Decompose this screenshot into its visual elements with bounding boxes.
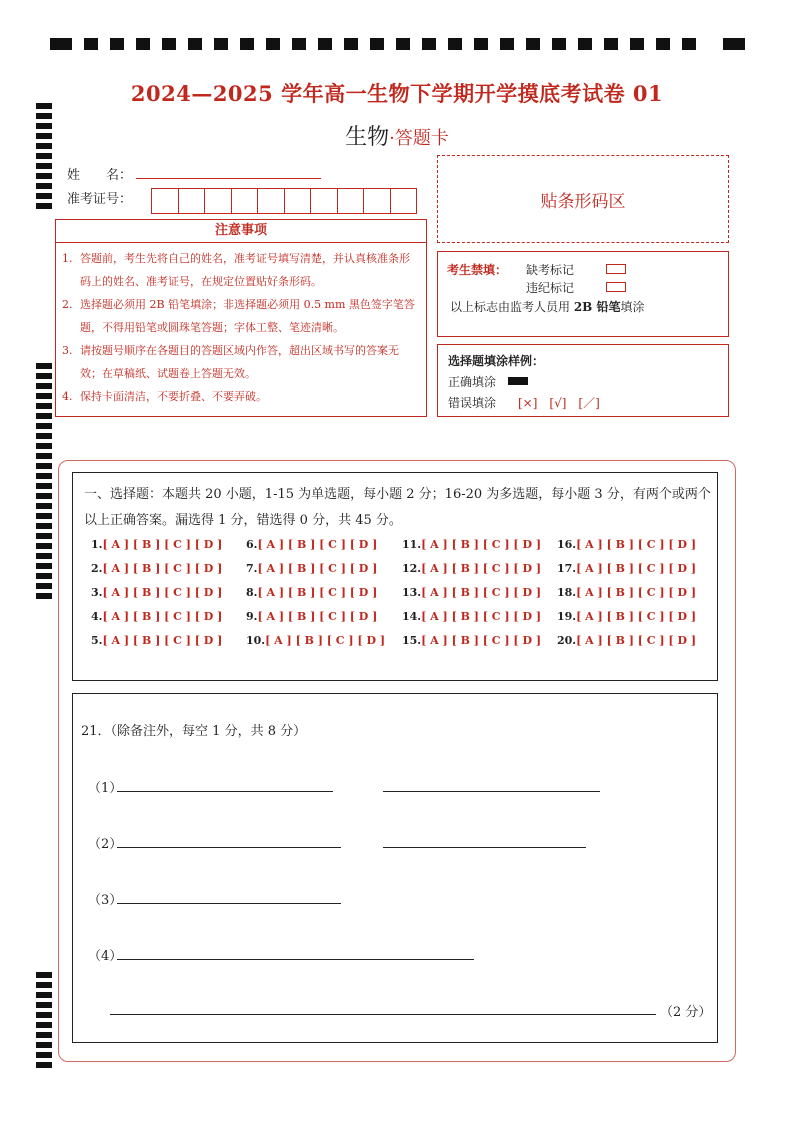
choice-options[interactable]: [ A ] [ B ] [ C ] [ D ] — [576, 538, 697, 551]
examiner-only-title: 考生禁填： — [447, 263, 508, 277]
notice-item-text: 选择题必须用 2B 铅笔填涂；非选择题必须用 0.5 mm 黑色签字笔答题，不得用铅笔或圆珠笔答题；字体工整、笔迹清晰。 — [80, 298, 415, 334]
choice-options[interactable]: [ A ] [ B ] [ C ] [ D ] — [257, 562, 378, 575]
q21-part-4-blank[interactable] — [117, 959, 474, 960]
id-digit-box[interactable] — [285, 189, 312, 213]
timing-dash — [110, 38, 124, 50]
subject-label: 生物 — [345, 125, 390, 150]
question-21-box — [72, 693, 718, 1043]
choice-options[interactable]: [ A ] [ B ] [ C ] [ D ] — [102, 586, 223, 599]
timing-mark — [36, 453, 52, 459]
absent-mark-box — [606, 264, 626, 274]
timing-mark — [36, 573, 52, 579]
question-number: 17. — [557, 562, 577, 575]
timing-dash — [682, 38, 696, 50]
sheet-subtitle — [0, 120, 794, 151]
timing-mark — [36, 363, 52, 369]
timing-mark — [36, 563, 52, 569]
wrong-fill-marks: [×] [√] [／] — [518, 396, 600, 410]
timing-dash — [84, 38, 98, 50]
question-number: 14. — [402, 610, 422, 623]
id-digit-box[interactable] — [152, 189, 179, 213]
id-digit-box[interactable] — [205, 189, 232, 213]
question-number: 3. — [91, 586, 103, 599]
timing-dash — [266, 38, 280, 50]
timing-mark — [36, 593, 52, 599]
name-label: 姓 名： — [67, 168, 133, 183]
timing-mark — [36, 183, 52, 189]
left-timing-marks-middle — [36, 363, 52, 603]
choice-options[interactable]: [ A ] [ B ] [ C ] [ D ] — [102, 610, 223, 623]
timing-dash — [370, 38, 384, 50]
timing-dash — [318, 38, 332, 50]
choice-options[interactable]: [ A ] [ B ] [ C ] [ D ] — [257, 610, 378, 623]
timing-mark — [36, 553, 52, 559]
question-number: 15. — [402, 634, 422, 647]
timing-mark — [36, 163, 52, 169]
timing-mark — [36, 1062, 52, 1068]
q21-part-4-label: （4） — [88, 949, 123, 964]
id-digit-box[interactable] — [311, 189, 338, 213]
question-number: 13. — [402, 586, 422, 599]
notice-item-text: 答题前，考生先将自己的姓名，准考证号填写清楚，并认真核准条形码上的姓名、准考证号，在规定位置贴好条形码。 — [80, 252, 410, 288]
timing-mark — [36, 1052, 52, 1058]
choice-question-18[interactable] — [557, 586, 696, 599]
notice-item — [62, 247, 420, 293]
choice-question-2[interactable] — [91, 562, 222, 575]
violation-mark-label: 违纪标记 — [526, 281, 575, 295]
name-field[interactable] — [136, 178, 321, 179]
notice-item — [62, 293, 420, 339]
notice-item-number: 2. — [62, 298, 73, 311]
examiner-note — [450, 298, 645, 315]
choice-options[interactable]: [ A ] [ B ] [ C ] [ D ] — [576, 586, 697, 599]
choice-question-3[interactable] — [91, 586, 222, 599]
choice-question-20[interactable] — [557, 634, 696, 647]
choice-question-1[interactable] — [91, 538, 222, 551]
examiner-only-panel — [437, 251, 729, 337]
question-number: 11. — [402, 538, 422, 551]
notice-item-number: 4. — [62, 390, 73, 403]
section1-instruction: 一、选择题：本题共 20 小题，1-15 为单选题，每小题 2 分；16-20 为多选题，每小题 3 分，有两个或两个以上正确答案。漏选得 1 分，错选得 0 分，共 45 分。 — [84, 487, 711, 528]
timing-mark — [36, 173, 52, 179]
violation-mark-box — [606, 282, 626, 292]
id-digit-box[interactable] — [179, 189, 206, 213]
timing-dash — [50, 38, 72, 50]
timing-mark — [36, 113, 52, 119]
exam-id-boxes[interactable] — [151, 188, 417, 214]
absent-mark-label: 缺考标记 — [526, 263, 575, 277]
question-number: 20. — [557, 634, 577, 647]
q21-part-2-blank-b[interactable] — [383, 847, 586, 848]
timing-mark — [36, 153, 52, 159]
choice-question-11[interactable] — [402, 538, 541, 551]
notice-title: 注意事项 — [56, 220, 426, 243]
id-digit-box[interactable] — [258, 189, 285, 213]
barcode-area — [437, 155, 729, 243]
exam-id-label: 准考证号： — [67, 192, 133, 207]
timing-mark — [36, 463, 52, 469]
timing-dash — [474, 38, 488, 50]
choice-options[interactable]: [ A ] [ B ] [ C ] [ D ] — [102, 538, 223, 551]
fill-sample-panel — [437, 344, 729, 417]
question-number: 16. — [557, 538, 577, 551]
choice-question-19[interactable] — [557, 610, 696, 623]
choice-options[interactable]: [ A ] [ B ] [ C ] [ D ] — [265, 634, 386, 647]
choice-options[interactable]: [ A ] [ B ] [ C ] [ D ] — [257, 538, 378, 551]
timing-mark — [36, 982, 52, 988]
question-number: 8. — [246, 586, 258, 599]
notice-item-number: 1. — [62, 252, 73, 265]
exam-title: 2024—2025 学年高一生物下学期开学摸底考试卷 01 — [130, 81, 664, 106]
choice-question-12[interactable] — [402, 562, 541, 575]
top-timing-strip — [50, 38, 745, 52]
timing-mark — [36, 1022, 52, 1028]
timing-mark — [36, 503, 52, 509]
question-number: 10. — [246, 634, 266, 647]
choice-question-15[interactable] — [402, 634, 541, 647]
choice-options[interactable]: [ A ] [ B ] [ C ] [ D ] — [576, 610, 697, 623]
timing-mark — [36, 393, 52, 399]
choice-options[interactable]: [ A ] [ B ] [ C ] [ D ] — [421, 634, 542, 647]
question-number: 19. — [557, 610, 577, 623]
timing-mark — [36, 1002, 52, 1008]
timing-mark — [36, 193, 52, 199]
examiner-note-bold: 2B 铅笔 — [573, 300, 621, 314]
choice-options[interactable]: [ A ] [ B ] [ C ] [ D ] — [576, 634, 697, 647]
question-number: 6. — [246, 538, 258, 551]
correct-fill-label: 正确填涂 — [448, 375, 497, 389]
choice-question-9[interactable] — [246, 610, 377, 623]
q21-part-1-label: （1） — [88, 781, 123, 796]
choice-question-4[interactable] — [91, 610, 222, 623]
question-number: 7. — [246, 562, 258, 575]
fill-sample-title: 选择题填涂样例： — [448, 354, 545, 368]
question-number: 2. — [91, 562, 103, 575]
timing-dash — [136, 38, 150, 50]
timing-mark — [36, 513, 52, 519]
timing-mark — [36, 1032, 52, 1038]
q21-part-3-blank[interactable] — [117, 903, 341, 904]
timing-mark — [36, 473, 52, 479]
question-number: 12. — [402, 562, 422, 575]
question-number: 9. — [246, 610, 258, 623]
timing-mark — [36, 413, 52, 419]
id-digit-box[interactable] — [391, 189, 417, 213]
q21-part-3-label: （3） — [88, 893, 123, 908]
question-number: 18. — [557, 586, 577, 599]
timing-mark — [36, 403, 52, 409]
timing-mark — [36, 1012, 52, 1018]
timing-dash — [422, 38, 436, 50]
timing-mark — [36, 543, 52, 549]
correct-fill-mark — [508, 377, 528, 385]
examiner-note-suffix: 填涂 — [620, 300, 645, 314]
choice-options[interactable]: [ A ] [ B ] [ C ] [ D ] — [102, 562, 223, 575]
left-timing-marks-bottom — [36, 972, 52, 1072]
timing-dash — [448, 38, 462, 50]
choice-options[interactable]: [ A ] [ B ] [ C ] [ D ] — [102, 634, 223, 647]
timing-dash — [578, 38, 592, 50]
timing-mark — [36, 1042, 52, 1048]
wrong-fill-label: 错误填涂 — [448, 396, 497, 410]
question-number: 1. — [91, 538, 103, 551]
timing-mark — [36, 383, 52, 389]
timing-dash — [162, 38, 176, 50]
notice-item — [62, 339, 420, 385]
choice-question-13[interactable] — [402, 586, 541, 599]
id-digit-box[interactable] — [338, 189, 365, 213]
question-number: 5. — [91, 634, 103, 647]
timing-dash — [240, 38, 254, 50]
q21-part-2-label: （2） — [88, 837, 123, 852]
timing-mark — [36, 583, 52, 589]
notice-panel — [55, 219, 427, 417]
timing-dash — [396, 38, 410, 50]
choice-question-8[interactable] — [246, 586, 377, 599]
timing-mark — [36, 203, 52, 209]
timing-mark — [36, 493, 52, 499]
timing-mark — [36, 433, 52, 439]
choice-options[interactable]: [ A ] [ B ] [ C ] [ D ] — [421, 538, 542, 551]
examiner-note-text: 以上标志由监考人员用 — [450, 300, 574, 314]
notice-item-text: 保持卡面清洁，不要折叠、不要弄破。 — [80, 390, 267, 403]
notice-item-text: 请按题号顺序在各题目的答题区域内作答，超出区域书写的答案无效；在草稿纸、试题卷上答题无效。 — [80, 344, 399, 380]
notice-list — [56, 243, 426, 408]
timing-dash — [656, 38, 670, 50]
timing-dash — [188, 38, 202, 50]
q21-part-1-blank-a[interactable] — [117, 791, 333, 792]
choice-question-14[interactable] — [402, 610, 541, 623]
q21-score-note: （2 分） — [660, 1005, 712, 1020]
timing-mark — [36, 373, 52, 379]
timing-dash — [552, 38, 566, 50]
choice-question-6[interactable] — [246, 538, 377, 551]
question-number: 4. — [91, 610, 103, 623]
q21-part-2-blank-a[interactable] — [117, 847, 341, 848]
id-digit-box[interactable] — [364, 189, 391, 213]
q21-part-1-blank-b[interactable] — [383, 791, 600, 792]
q21-part-4-long-blank[interactable] — [110, 1014, 656, 1015]
timing-mark — [36, 533, 52, 539]
timing-dash — [723, 38, 745, 50]
choice-question-7[interactable] — [246, 562, 377, 575]
choice-options[interactable]: [ A ] [ B ] [ C ] [ D ] — [576, 562, 697, 575]
choice-options[interactable]: [ A ] [ B ] [ C ] [ D ] — [421, 562, 542, 575]
timing-mark — [36, 992, 52, 998]
timing-mark — [36, 423, 52, 429]
timing-dash — [292, 38, 306, 50]
timing-dash — [526, 38, 540, 50]
timing-mark — [36, 443, 52, 449]
timing-mark — [36, 483, 52, 489]
timing-mark — [36, 972, 52, 978]
timing-dash — [604, 38, 618, 50]
choice-options[interactable]: [ A ] [ B ] [ C ] [ D ] — [257, 586, 378, 599]
question-21-title: 21．（除备注外，每空 1 分，共 8 分） — [81, 724, 307, 739]
answer-sheet-label: ·答题卡 — [389, 128, 449, 149]
timing-dash — [344, 38, 358, 50]
choice-question-5[interactable] — [91, 634, 222, 647]
choice-question-10[interactable] — [246, 634, 385, 647]
choice-question-17[interactable] — [557, 562, 696, 575]
timing-dash — [500, 38, 514, 50]
notice-item-number: 3. — [62, 344, 73, 357]
timing-mark — [36, 523, 52, 529]
choice-options[interactable]: [ A ] [ B ] [ C ] [ D ] — [421, 586, 542, 599]
choice-question-16[interactable] — [557, 538, 696, 551]
barcode-label: 贴条形码区 — [540, 191, 626, 212]
choice-options[interactable]: [ A ] [ B ] [ C ] [ D ] — [421, 610, 542, 623]
timing-dash — [214, 38, 228, 50]
id-digit-box[interactable] — [232, 189, 259, 213]
notice-item — [62, 385, 420, 408]
timing-dash — [630, 38, 644, 50]
